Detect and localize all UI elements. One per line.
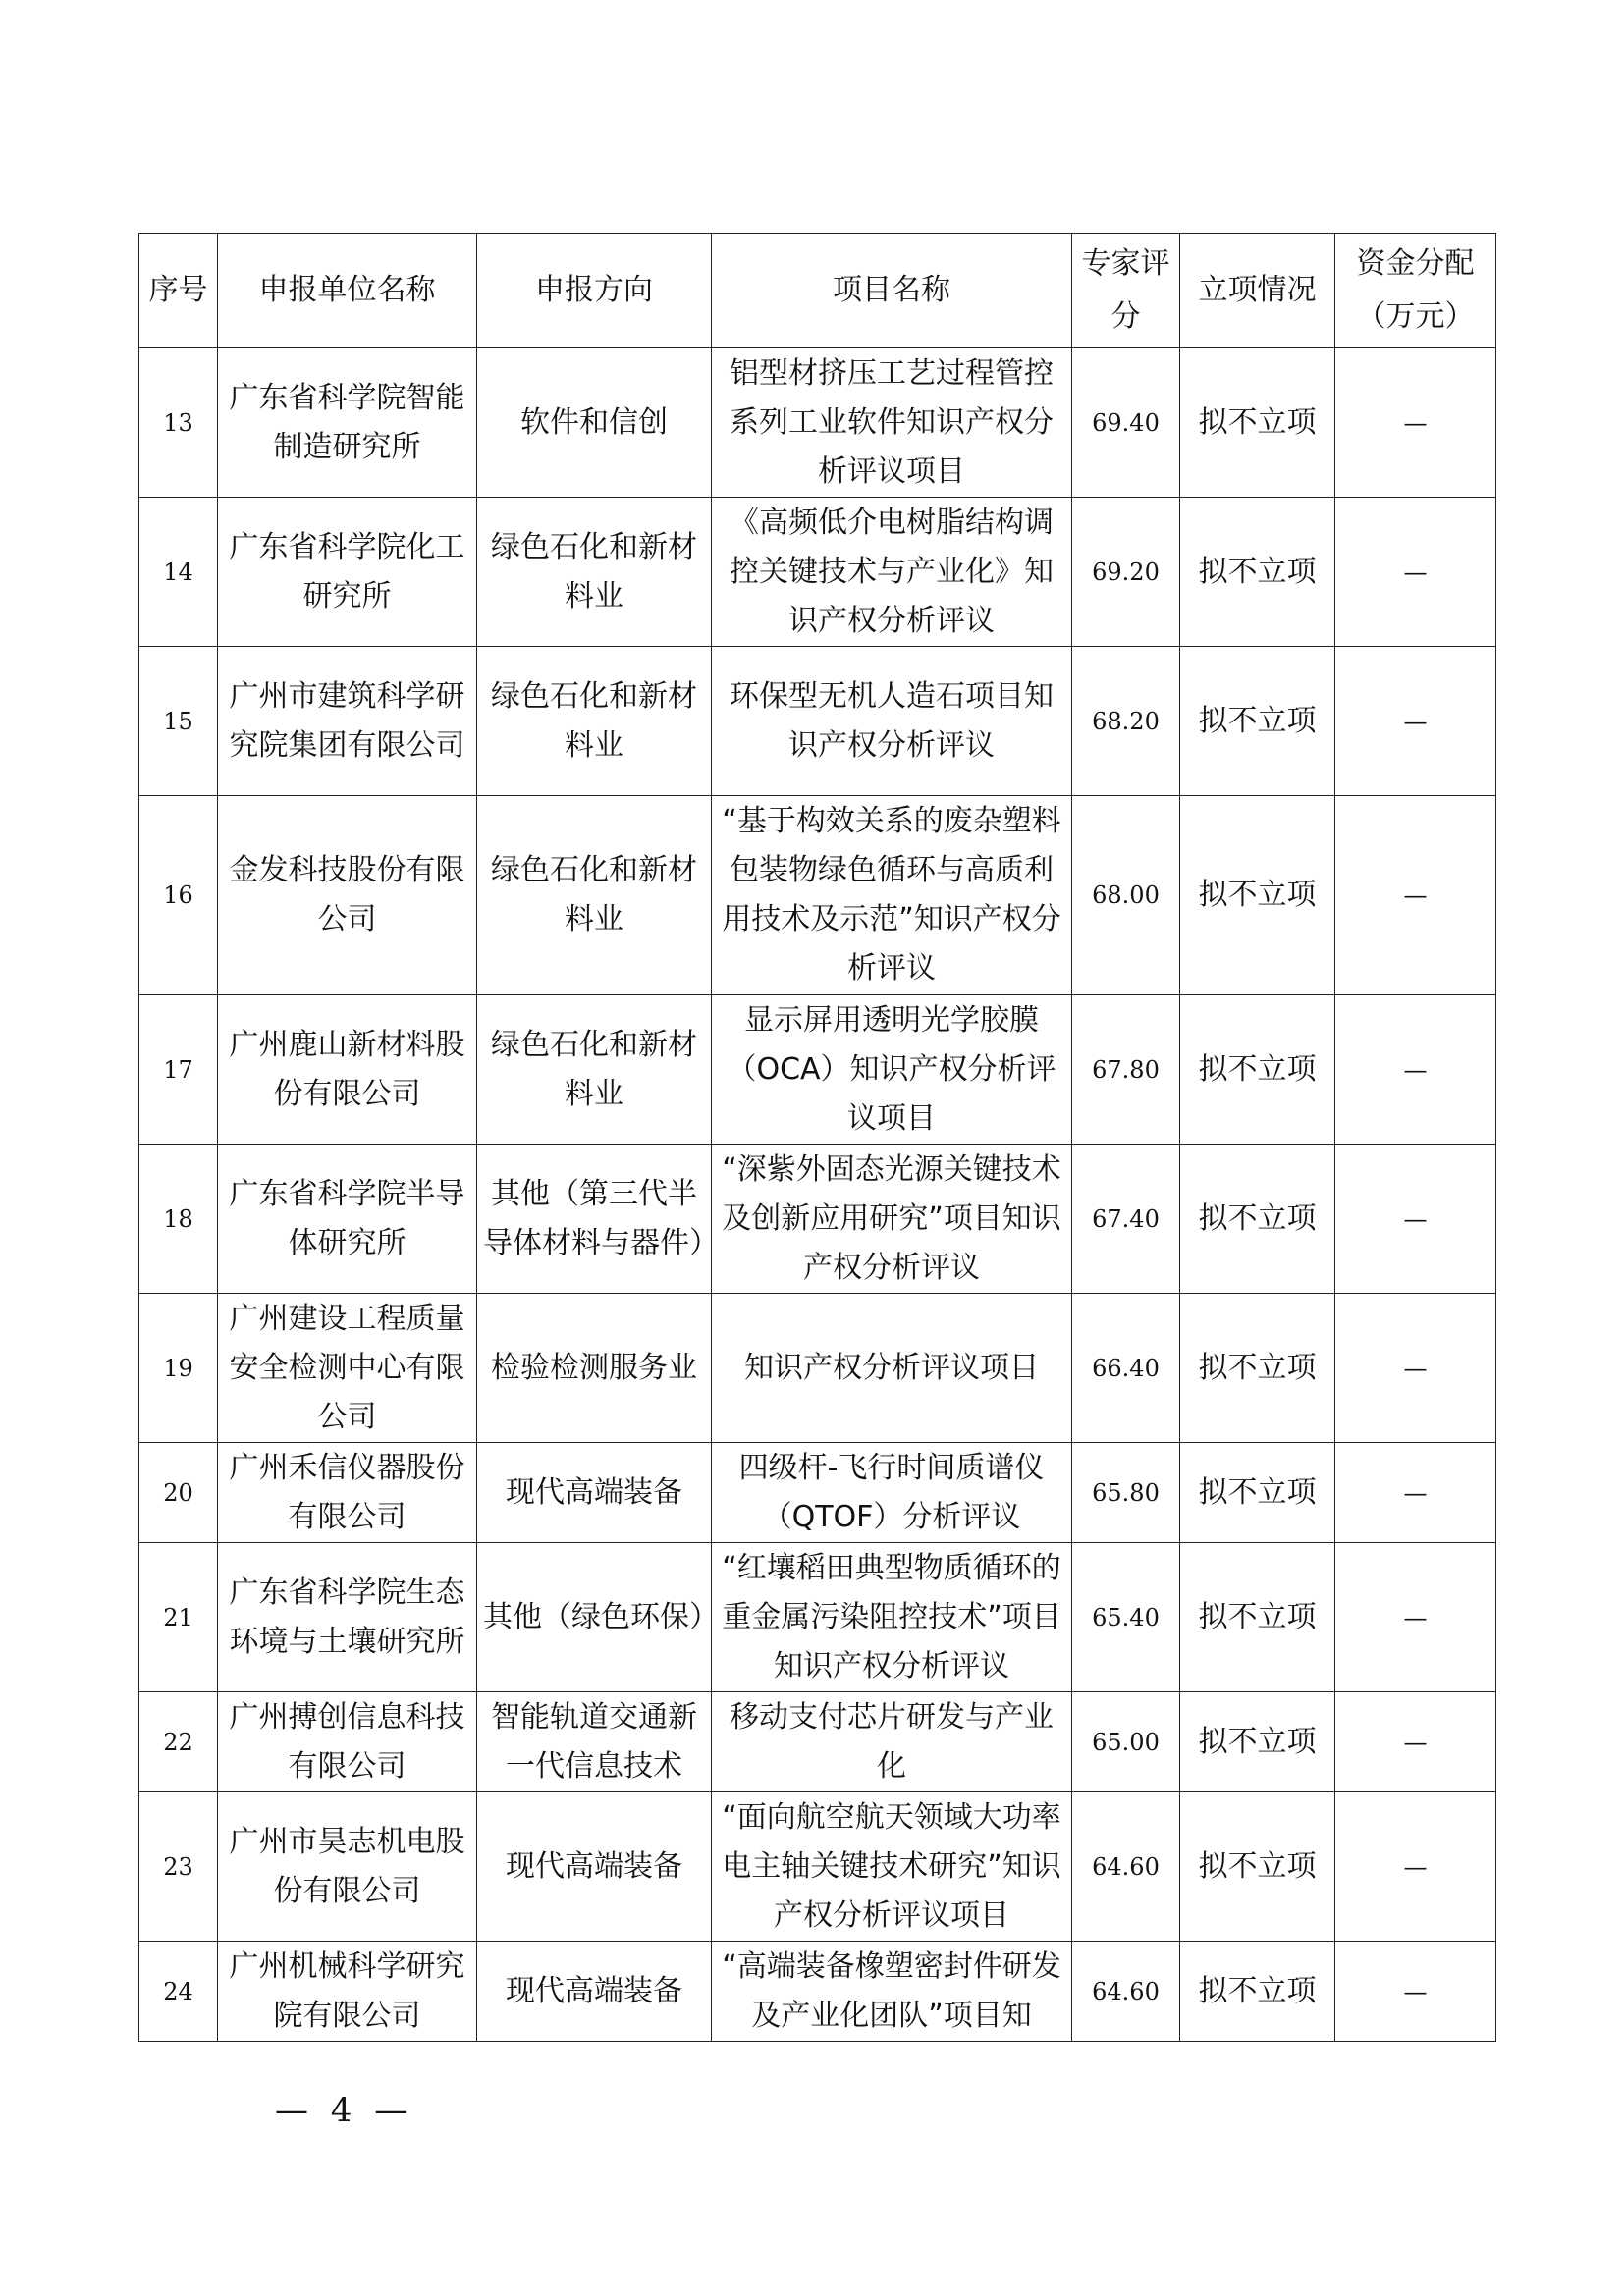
cell-unit: 广州鹿山新材料股份有限公司	[218, 995, 477, 1145]
cell-direction: 其他（第三代半导体材料与器件）	[477, 1145, 712, 1294]
cell-unit: 广州市建筑科学研究院集团有限公司	[218, 647, 477, 796]
cell-seq: 20	[139, 1443, 218, 1543]
cell-unit: 广东省科学院生态环境与土壤研究所	[218, 1543, 477, 1692]
cell-funding: —	[1335, 995, 1496, 1145]
cell-seq: 17	[139, 995, 218, 1145]
cell-direction: 绿色石化和新材料业	[477, 796, 712, 995]
cell-direction: 绿色石化和新材料业	[477, 647, 712, 796]
cell-funding: —	[1335, 647, 1496, 796]
project-review-table	[138, 233, 1496, 2042]
cell-funding: —	[1335, 1443, 1496, 1543]
cell-direction: 现代高端装备	[477, 1792, 712, 1942]
cell-status: 拟不立项	[1180, 348, 1335, 498]
cell-unit: 广东省科学院智能制造研究所	[218, 348, 477, 498]
cell-score: 64.60	[1072, 1942, 1180, 2042]
header-unit: 申报单位名称	[218, 234, 477, 348]
cell-seq: 21	[139, 1543, 218, 1692]
cell-seq: 23	[139, 1792, 218, 1942]
cell-score: 69.40	[1072, 348, 1180, 498]
table-row	[139, 498, 1496, 647]
table-row	[139, 1294, 1496, 1443]
cell-project: 四级杆-飞行时间质谱仪（QTOF）分析评议	[712, 1443, 1072, 1543]
cell-direction: 绿色石化和新材料业	[477, 995, 712, 1145]
cell-status: 拟不立项	[1180, 1145, 1335, 1294]
cell-project: “高端装备橡塑密封件研发及产业化团队”项目知	[712, 1942, 1072, 2042]
cell-funding: —	[1335, 1294, 1496, 1443]
header-score: 专家评分	[1072, 234, 1180, 348]
table-row	[139, 796, 1496, 995]
cell-project: 铝型材挤压工艺过程管控系列工业软件知识产权分析评议项目	[712, 348, 1072, 498]
cell-funding: —	[1335, 796, 1496, 995]
cell-status: 拟不立项	[1180, 647, 1335, 796]
cell-funding: —	[1335, 498, 1496, 647]
table-row	[139, 1692, 1496, 1792]
cell-seq: 13	[139, 348, 218, 498]
table-row	[139, 1792, 1496, 1942]
cell-unit: 广州机械科学研究院有限公司	[218, 1942, 477, 2042]
table-row	[139, 995, 1496, 1145]
cell-funding: —	[1335, 1942, 1496, 2042]
cell-unit: 广州搏创信息科技有限公司	[218, 1692, 477, 1792]
cell-seq: 19	[139, 1294, 218, 1443]
cell-score: 67.80	[1072, 995, 1180, 1145]
cell-unit: 广州市昊志机电股份有限公司	[218, 1792, 477, 1942]
table-row	[139, 1543, 1496, 1692]
cell-unit: 广东省科学院化工研究所	[218, 498, 477, 647]
cell-seq: 15	[139, 647, 218, 796]
table-row	[139, 1145, 1496, 1294]
cell-direction: 检验检测服务业	[477, 1294, 712, 1443]
cell-seq: 16	[139, 796, 218, 995]
cell-funding: —	[1335, 1692, 1496, 1792]
cell-unit: 广州建设工程质量安全检测中心有限公司	[218, 1294, 477, 1443]
cell-status: 拟不立项	[1180, 796, 1335, 995]
cell-status: 拟不立项	[1180, 995, 1335, 1145]
cell-status: 拟不立项	[1180, 1443, 1335, 1543]
cell-score: 64.60	[1072, 1792, 1180, 1942]
cell-project: 《高频低介电树脂结构调控关键技术与产业化》知识产权分析评议	[712, 498, 1072, 647]
table-row	[139, 647, 1496, 796]
cell-direction: 绿色石化和新材料业	[477, 498, 712, 647]
cell-seq: 18	[139, 1145, 218, 1294]
cell-project: “红壤稻田典型物质循环的重金属污染阻控技术”项目知识产权分析评议	[712, 1543, 1072, 1692]
cell-score: 67.40	[1072, 1145, 1180, 1294]
header-project: 项目名称	[712, 234, 1072, 348]
table-header-row	[139, 234, 1496, 348]
cell-direction: 现代高端装备	[477, 1443, 712, 1543]
cell-direction: 智能轨道交通新一代信息技术	[477, 1692, 712, 1792]
page-number: — 4 —	[275, 2091, 414, 2130]
header-funding: 资金分配（万元）	[1335, 234, 1496, 348]
cell-unit: 广州禾信仪器股份有限公司	[218, 1443, 477, 1543]
cell-status: 拟不立项	[1180, 1942, 1335, 2042]
cell-funding: —	[1335, 1543, 1496, 1692]
cell-direction: 现代高端装备	[477, 1942, 712, 2042]
cell-project: “基于构效关系的废杂塑料包装物绿色循环与高质利用技术及示范”知识产权分析评议	[712, 796, 1072, 995]
cell-project: 环保型无机人造石项目知识产权分析评议	[712, 647, 1072, 796]
cell-project: “深紫外固态光源关键技术及创新应用研究”项目知识产权分析评议	[712, 1145, 1072, 1294]
cell-seq: 24	[139, 1942, 218, 2042]
cell-project: “面向航空航天领域大功率电主轴关键技术研究”知识产权分析评议项目	[712, 1792, 1072, 1942]
cell-direction: 软件和信创	[477, 348, 712, 498]
cell-status: 拟不立项	[1180, 1692, 1335, 1792]
cell-seq: 22	[139, 1692, 218, 1792]
cell-score: 65.00	[1072, 1692, 1180, 1792]
cell-funding: —	[1335, 1792, 1496, 1942]
cell-funding: —	[1335, 348, 1496, 498]
cell-direction: 其他（绿色环保）	[477, 1543, 712, 1692]
header-status: 立项情况	[1180, 234, 1335, 348]
cell-score: 68.00	[1072, 796, 1180, 995]
cell-score: 66.40	[1072, 1294, 1180, 1443]
cell-project: 知识产权分析评议项目	[712, 1294, 1072, 1443]
cell-unit: 金发科技股份有限公司	[218, 796, 477, 995]
cell-status: 拟不立项	[1180, 1294, 1335, 1443]
cell-project: 显示屏用透明光学胶膜（OCA）知识产权分析评议项目	[712, 995, 1072, 1145]
cell-status: 拟不立项	[1180, 1543, 1335, 1692]
cell-status: 拟不立项	[1180, 498, 1335, 647]
table-row	[139, 348, 1496, 498]
table-row	[139, 1443, 1496, 1543]
table-row	[139, 1942, 1496, 2042]
header-direction: 申报方向	[477, 234, 712, 348]
cell-score: 65.40	[1072, 1543, 1180, 1692]
cell-project: 移动支付芯片研发与产业化	[712, 1692, 1072, 1792]
cell-score: 65.80	[1072, 1443, 1180, 1543]
cell-score: 68.20	[1072, 647, 1180, 796]
cell-funding: —	[1335, 1145, 1496, 1294]
cell-unit: 广东省科学院半导体研究所	[218, 1145, 477, 1294]
cell-score: 69.20	[1072, 498, 1180, 647]
header-seq: 序号	[139, 234, 218, 348]
cell-seq: 14	[139, 498, 218, 647]
cell-status: 拟不立项	[1180, 1792, 1335, 1942]
